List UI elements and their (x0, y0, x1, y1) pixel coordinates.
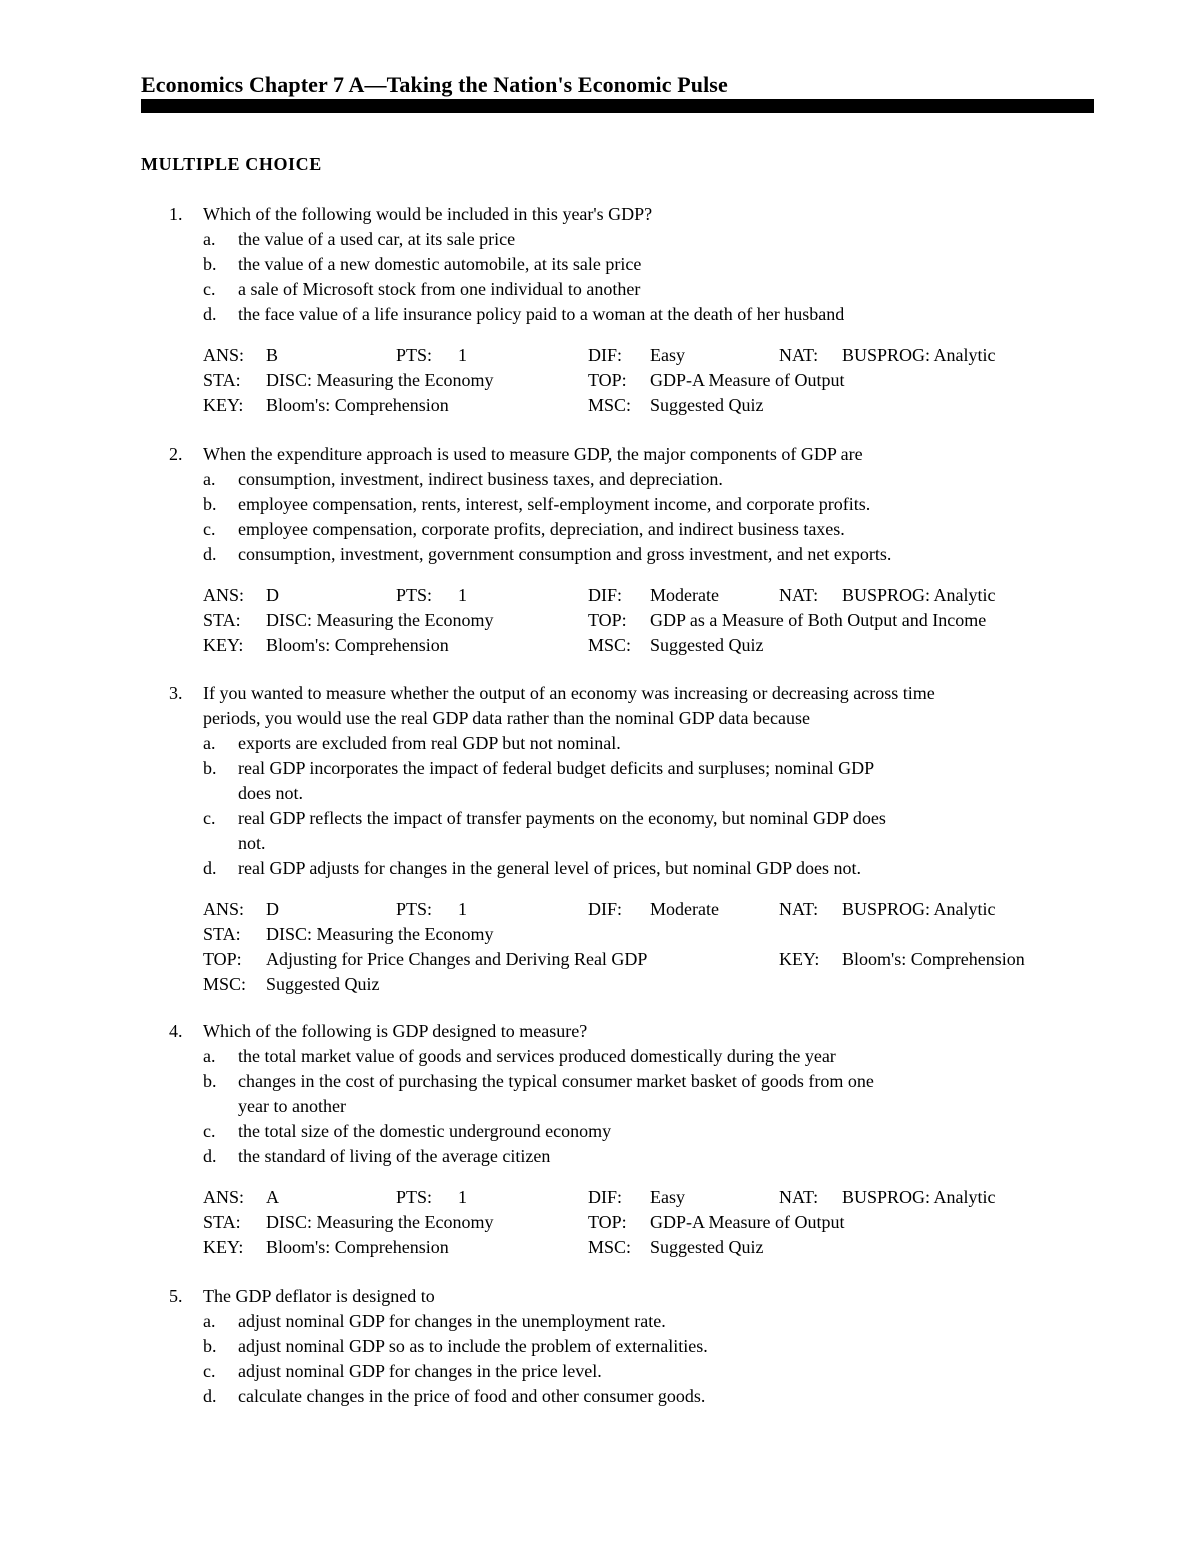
option-text: the standard of living of the average citizen (238, 1146, 551, 1166)
option-text: employee compensation, corporate profits, depreciation, and indirect business taxes. (238, 519, 845, 539)
option-text: the value of a new domestic automobile, at its sale price (238, 254, 642, 274)
meta-value: Suggested Quiz (266, 974, 380, 994)
option-text: not. (238, 833, 266, 853)
question-stem: If you wanted to measure whether the output of an economy was increasing or decreasing across time (203, 683, 935, 703)
meta-label: KEY: (203, 635, 244, 655)
meta-label: TOP: (203, 949, 242, 969)
meta-label: PTS: (396, 1187, 433, 1207)
option-letter: b. (203, 254, 217, 274)
option-letter: d. (203, 544, 217, 564)
meta-label: PTS: (396, 345, 433, 365)
meta-value: DISC: Measuring the Economy (266, 1212, 494, 1232)
option-text: the total size of the domestic underground economy (238, 1121, 612, 1141)
meta-label: PTS: (396, 899, 433, 919)
meta-label: NAT: (779, 899, 819, 919)
option-letter: c. (203, 279, 216, 299)
option-text: adjust nominal GDP for changes in the unemployment rate. (238, 1311, 666, 1331)
meta-label: MSC: (588, 1237, 632, 1257)
option-letter: a. (203, 1311, 216, 1331)
question-stem: The GDP deflator is designed to (203, 1286, 435, 1306)
option-letter: b. (203, 494, 217, 514)
meta-value: B (266, 345, 279, 365)
meta-value: GDP as a Measure of Both Output and Income (650, 610, 987, 630)
question-number: 2. (169, 444, 183, 464)
option-letter: c. (203, 1361, 216, 1381)
meta-value: GDP-A Measure of Output (650, 1212, 845, 1232)
meta-value: Easy (650, 1187, 685, 1207)
option-letter: b. (203, 1071, 217, 1091)
meta-label: NAT: (779, 1187, 819, 1207)
option-text: real GDP adjusts for changes in the general level of prices, but nominal GDP does not. (238, 858, 862, 878)
meta-label: DIF: (588, 585, 623, 605)
meta-label: STA: (203, 924, 241, 944)
option-text: adjust nominal GDP for changes in the price level. (238, 1361, 602, 1381)
option-text: changes in the cost of purchasing the typical consumer market basket of goods from one (238, 1071, 874, 1091)
meta-value: 1 (458, 585, 467, 605)
meta-label: STA: (203, 370, 241, 390)
meta-label: MSC: (203, 974, 247, 994)
meta-label: KEY: (779, 949, 820, 969)
section-heading: MULTIPLE CHOICE (141, 154, 322, 174)
meta-label: STA: (203, 1212, 241, 1232)
meta-value: Moderate (650, 585, 719, 605)
meta-label: ANS: (203, 899, 245, 919)
meta-value: Suggested Quiz (650, 635, 764, 655)
meta-value: BUSPROG: Analytic (842, 345, 996, 365)
option-letter: a. (203, 1046, 216, 1066)
question-number: 5. (169, 1286, 183, 1306)
meta-value: D (266, 899, 279, 919)
meta-value: DISC: Measuring the Economy (266, 924, 494, 944)
option-letter: a. (203, 469, 216, 489)
meta-label: DIF: (588, 345, 623, 365)
meta-label: TOP: (588, 370, 627, 390)
meta-value: Bloom's: Comprehension (842, 949, 1025, 969)
meta-value: Bloom's: Comprehension (266, 1237, 449, 1257)
meta-value: BUSPROG: Analytic (842, 899, 996, 919)
question-number: 1. (169, 204, 183, 224)
option-letter: b. (203, 1336, 217, 1356)
option-letter: c. (203, 808, 216, 828)
meta-value: Bloom's: Comprehension (266, 395, 449, 415)
option-text: consumption, investment, indirect business taxes, and depreciation. (238, 469, 723, 489)
option-text: the face value of a life insurance policy paid to a woman at the death of her husband (238, 304, 845, 324)
meta-label: MSC: (588, 395, 632, 415)
meta-value: Adjusting for Price Changes and Deriving Real GDP (266, 949, 648, 969)
option-letter: d. (203, 304, 217, 324)
option-text: consumption, investment, government consumption and gross investment, and net exports. (238, 544, 892, 564)
option-text: the total market value of goods and services produced domestically during the year (238, 1046, 836, 1066)
meta-value: Easy (650, 345, 685, 365)
meta-label: ANS: (203, 1187, 245, 1207)
meta-value: BUSPROG: Analytic (842, 585, 996, 605)
question-number: 3. (169, 683, 183, 703)
question-stem: periods, you would use the real GDP data rather than the nominal GDP data because (203, 708, 810, 728)
meta-value: A (266, 1187, 279, 1207)
option-text: the value of a used car, at its sale price (238, 229, 516, 249)
meta-value: DISC: Measuring the Economy (266, 610, 494, 630)
meta-label: PTS: (396, 585, 433, 605)
option-letter: c. (203, 1121, 216, 1141)
meta-value: BUSPROG: Analytic (842, 1187, 996, 1207)
meta-value: D (266, 585, 279, 605)
option-letter: d. (203, 858, 217, 878)
meta-value: 1 (458, 899, 467, 919)
option-text: year to another (238, 1096, 346, 1116)
option-text: calculate changes in the price of food and other consumer goods. (238, 1386, 706, 1406)
meta-label: DIF: (588, 899, 623, 919)
meta-value: DISC: Measuring the Economy (266, 370, 494, 390)
option-text: adjust nominal GDP so as to include the problem of externalities. (238, 1336, 708, 1356)
question-stem: Which of the following would be included in this year's GDP? (203, 204, 653, 224)
document-title: Economics Chapter 7 A—Taking the Nation's Economic Pulse (141, 72, 728, 97)
meta-label: KEY: (203, 1237, 244, 1257)
meta-label: ANS: (203, 585, 245, 605)
option-letter: a. (203, 733, 216, 753)
meta-label: NAT: (779, 585, 819, 605)
option-text: real GDP incorporates the impact of federal budget deficits and surpluses; nominal GDP (238, 758, 875, 778)
meta-label: KEY: (203, 395, 244, 415)
meta-value: Suggested Quiz (650, 1237, 764, 1257)
meta-label: NAT: (779, 345, 819, 365)
meta-label: DIF: (588, 1187, 623, 1207)
meta-label: TOP: (588, 1212, 627, 1232)
meta-value: Bloom's: Comprehension (266, 635, 449, 655)
meta-label: ANS: (203, 345, 245, 365)
meta-value: 1 (458, 345, 467, 365)
meta-label: MSC: (588, 635, 632, 655)
option-text: exports are excluded from real GDP but not nominal. (238, 733, 621, 753)
meta-label: STA: (203, 610, 241, 630)
question-stem: When the expenditure approach is used to measure GDP, the major components of GDP are (203, 444, 863, 464)
option-text: real GDP reflects the impact of transfer payments on the economy, but nominal GDP does (238, 808, 886, 828)
option-text: a sale of Microsoft stock from one individual to another (238, 279, 641, 299)
option-letter: c. (203, 519, 216, 539)
meta-value: 1 (458, 1187, 467, 1207)
meta-label: TOP: (588, 610, 627, 630)
meta-value: GDP-A Measure of Output (650, 370, 845, 390)
question-number: 4. (169, 1021, 183, 1041)
option-letter: b. (203, 758, 217, 778)
option-text: employee compensation, rents, interest, self-employment income, and corporate profits. (238, 494, 871, 514)
option-letter: d. (203, 1386, 217, 1406)
option-letter: d. (203, 1146, 217, 1166)
meta-value: Moderate (650, 899, 719, 919)
option-letter: a. (203, 229, 216, 249)
meta-value: Suggested Quiz (650, 395, 764, 415)
question-stem: Which of the following is GDP designed to measure? (203, 1021, 588, 1041)
option-text: does not. (238, 783, 303, 803)
